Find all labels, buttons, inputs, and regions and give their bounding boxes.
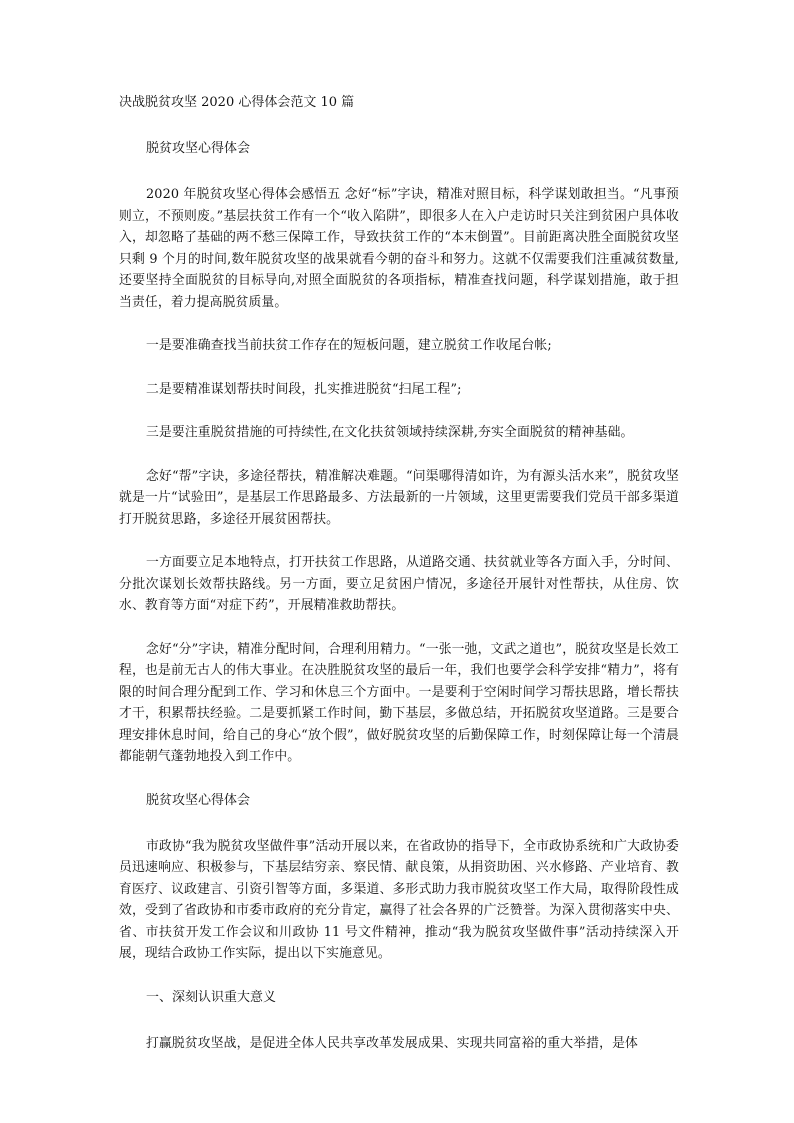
document-page	[119, 92, 679, 1054]
section-heading: 脱贫攻坚心得体会	[146, 141, 251, 156]
subsection-heading: 一、深刻认识重大意义	[146, 989, 277, 1005]
paragraph: 市政协“我为脱贫攻坚做件事”活动开展以来，在省政协的指导下，全市政协系统和广大政协委员迅速响应、积极参与，下基层结穷亲、察民情、献良策，从捐资助困、兴水修路、产业培育、教育医疗、议政建言、引资引智等方面，多渠道、多形式助力我市脱贫攻坚工作大局，取得阶段性成效，受到了省政协和市委市政府的充分肯定，赢得了社会各界的广泛赞誉。为深入贯彻落实中央、省、市扶贫开发工作会议和川政协 11 号文件精神，推动“我为脱贫攻坚做件事”活动持续深入开展，现结合政协工作实际，提出以下实施意见。	[119, 838, 679, 961]
paragraph: 念好“分”字诀，精准分配时间，合理利用精力。“一张一弛，文武之道也”，脱贫攻坚是长效工程，也是前无古人的伟大事业。在决胜脱贫攻坚的最后一年，我们也要学会科学安排“精力”，将有限的时间合理分配到工作、学习和休息三个方面中。一是要利于空闲时间学习帮扶思路，增长帮扶才干，积累帮扶经验。二是要抓紧工作时间，勤下基层，多做总结，开拓脱贫攻坚道路。三是要合理安排休息时间，给自己的身心“放个假”，做好脱贫攻坚的后勤保障工作，时刻保障让每一个清晨都能朝气蓬勃地投入到工作中。	[119, 641, 679, 764]
paragraph: 三是要注重脱贫措施的可持续性,在文化扶贫领域持续深耕,夯实全面脱贫的精神基础。	[146, 425, 634, 440]
paragraph: 念好“帮”字诀，多途径帮扶，精准解决难题。“问渠哪得清如许，为有源头活水来”，脱贫攻坚就是一片“试验田”，是基层工作思路最多、方法最新的一片领域，这里更需要我们党员干部多渠道打开脱贫思路，多途径开展贫困帮扶。	[119, 468, 679, 527]
document-title: 决战脱贫攻坚 2020 心得体会范文 10 篇	[119, 95, 355, 110]
paragraph: 2020 年脱贫攻坚心得体会感悟五 念好“标”字诀，精准对照目标，科学谋划敢担当。“凡事预则立，不预则废。”基层扶贫工作有一个“收入陷阱”，即很多人在入户走访时只关注到贫困户具体收入，却忽略了基础的两不愁三保障工作，导致扶贫工作的“本末倒置”。目前距离决胜全面脱贫攻坚只剩 9 个月的时间,数年脱贫攻坚的战果就看今朝的奋斗和努力。这就不仅需要我们注重减贫数量,还要坚持全面脱贫的目标导向,对照全面脱贫的各项指标，精准查找问题，科学谋划措施，敢于担当责任，着力提高脱贫质量。	[119, 187, 679, 310]
paragraph: 一方面要立足本地特点，打开扶贫工作思路，从道路交通、扶贫就业等各方面入手，分时间、分批次谋划长效帮扶路线。另一方面，要立足贫困户情况，多途径开展针对性帮扶，从住房、饮水、教育等方面“对症下药”，开展精准救助帮扶。	[119, 555, 679, 613]
paragraph: 二是要精准谋划帮扶时间段，扎实推进脱贫“扫尾工程”;	[146, 381, 462, 397]
paragraph: 一是要准确查找当前扶贫工作存在的短板问题，建立脱贫工作收尾台帐;	[146, 338, 552, 353]
section-heading: 脱贫攻坚心得体会	[146, 792, 251, 808]
paragraph: 打赢脱贫攻坚战，是促进全体人民共享改革发展成果、实现共同富裕的重大举措，是体	[146, 1035, 638, 1051]
